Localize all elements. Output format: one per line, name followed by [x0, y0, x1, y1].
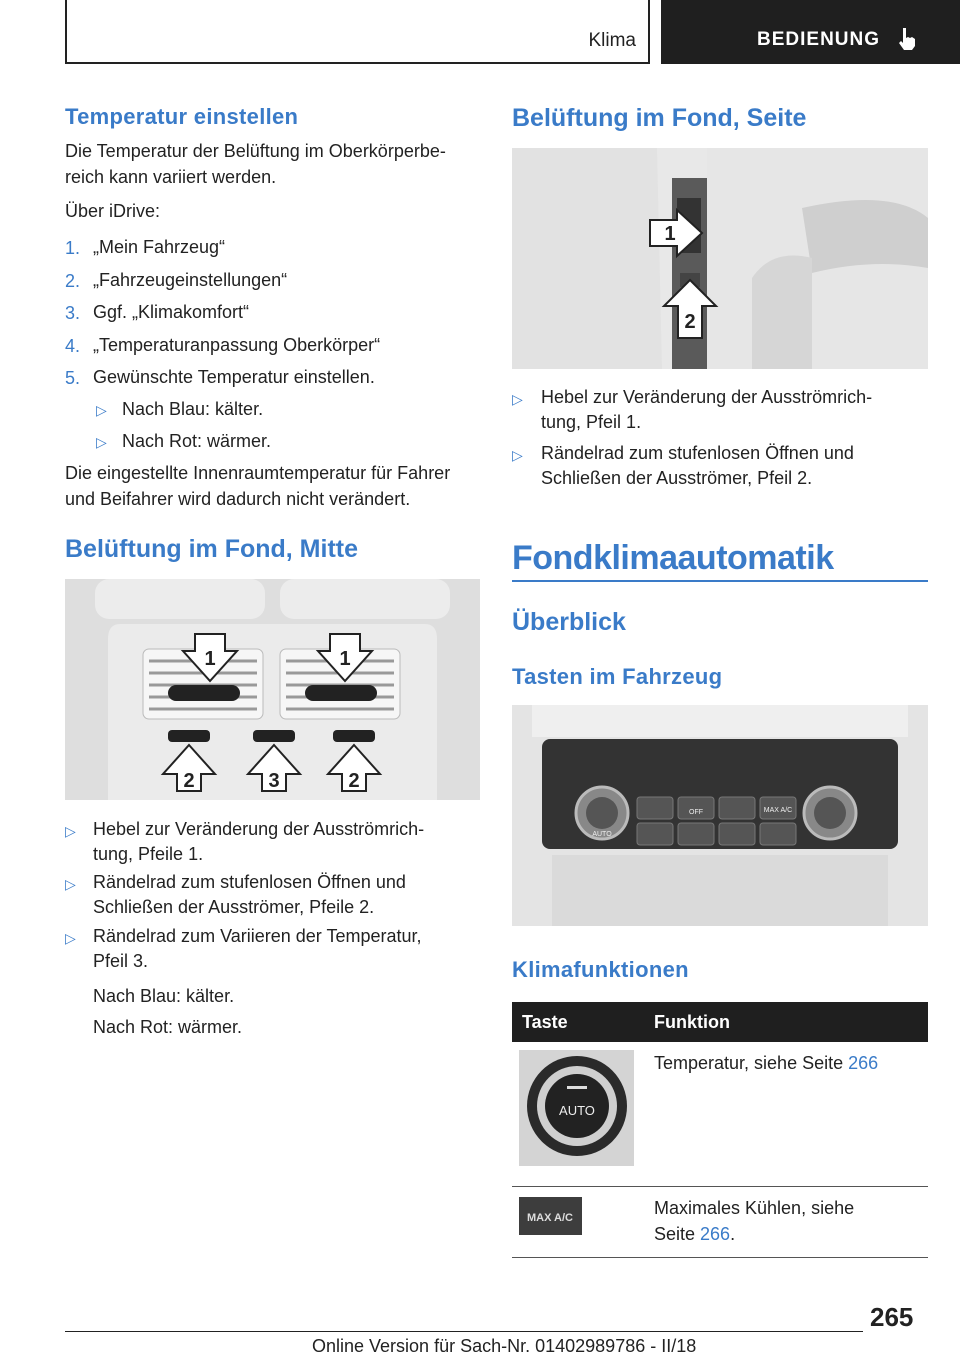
idrive-label: Über iDrive:: [65, 201, 161, 221]
rear-side-vent-image: [512, 148, 928, 369]
max-ac-button-icon: [519, 1197, 582, 1235]
mitte-bullet-line1: Hebel zur Veränderung der Ausströmrich-: [93, 819, 425, 839]
callout-label: 1: [339, 648, 351, 670]
control-panel-image: [512, 705, 928, 926]
auto-knob-label: AUTO: [559, 1103, 595, 1118]
temp-para-line1: Die Temperatur der Belüftung im Oberkörperbe-: [65, 141, 446, 161]
header-chapter-box: [661, 0, 960, 64]
rear-center-vents-illustration: [65, 579, 480, 800]
overview-heading: Überblick: [512, 608, 626, 636]
function-text: .: [730, 1224, 736, 1244]
mitte-bullet-line1: Rändelrad zum stufenlosen Öffnen und: [93, 872, 406, 892]
heading-rule: [512, 580, 928, 582]
temp-heading: Temperatur einstellen: [65, 104, 299, 129]
header-right-border: [648, 0, 650, 64]
callout-label: 2: [348, 770, 360, 792]
panel-auto-label: AUTO: [592, 831, 612, 838]
seite-bullet-line2: Schließen der Ausströmer, Pfeil 2.: [541, 468, 813, 488]
functions-heading: Klimafunktionen: [512, 957, 689, 982]
step-text: „Temperaturanpassung Oberkörper“: [93, 335, 381, 355]
page-link[interactable]: 266: [848, 1053, 879, 1073]
rear-side-vent-illustration: [512, 148, 928, 369]
mitte-bullet-line2: Schließen der Ausströmer, Pfeile 2.: [93, 897, 375, 917]
callout-label: 1: [664, 223, 676, 245]
substep-text: Nach Rot: wärmer.: [122, 431, 272, 451]
substep-text: Nach Blau: kälter.: [122, 399, 264, 419]
callout-label: 1: [204, 648, 216, 670]
mitte-extra-text: Nach Rot: wärmer.: [93, 1017, 243, 1037]
mitte-bullet-line1: Rändelrad zum Variieren der Temperatur,: [93, 926, 422, 946]
step-number: 2.: [65, 271, 81, 291]
bullet-triangle-icon: ▷: [96, 434, 107, 450]
header-chapter-title: BEDIENUNG: [757, 29, 881, 50]
table-cell-function: [644, 1187, 928, 1258]
hand-pointer-icon: [894, 26, 920, 52]
panel-maxac-label: MAX A/C: [763, 807, 793, 814]
page-link[interactable]: 266: [700, 1224, 731, 1244]
header-rule: [65, 62, 649, 64]
note-line2: und Beifahrer wird dadurch nicht verändert.: [65, 489, 411, 509]
step-number: 4.: [65, 336, 81, 356]
functions-table: [512, 1002, 928, 1258]
header-left-border: [65, 0, 67, 64]
online-version-text: Online Version für Sach-Nr. 01402989786 - II/18: [312, 1336, 697, 1356]
footer-rule: [65, 1331, 863, 1332]
panel-off-label: OFF: [689, 809, 703, 816]
step-number: 5.: [65, 368, 81, 388]
table-header-row: [512, 1002, 928, 1042]
control-panel-illustration: [512, 705, 928, 926]
note-line1: Die eingestellte Innenraumtemperatur für Fahrer: [65, 463, 451, 483]
step-number: 3.: [65, 303, 81, 323]
seite-heading: Belüftung im Fond, Seite: [512, 104, 807, 132]
table-cell-icon: [512, 1187, 644, 1258]
auto-knob-icon: [519, 1050, 634, 1166]
temp-para-line2: reich kann variiert werden.: [65, 167, 277, 187]
function-text: Maximales Kühlen, siehe: [654, 1198, 855, 1218]
step-text: Gewünschte Temperatur einstellen.: [93, 367, 375, 387]
table-cell-icon: [512, 1042, 644, 1187]
callout-label: 2: [684, 311, 696, 333]
mitte-bullet-line2: Pfeil 3.: [93, 951, 149, 971]
main-heading: Fondklimaautomatik: [512, 539, 834, 577]
table-header-function: Funktion: [644, 1002, 928, 1042]
step-text: Ggf. „Klimakomfort“: [93, 302, 250, 322]
mitte-extra-text: Nach Blau: kälter.: [93, 986, 235, 1006]
bullet-triangle-icon: ▷: [65, 876, 76, 892]
bullet-triangle-icon: ▷: [65, 930, 76, 946]
function-text: Temperatur, siehe Seite: [654, 1053, 849, 1073]
callout-label: 2: [183, 770, 195, 792]
step-text: „Fahrzeugeinstellungen“: [93, 270, 288, 290]
rear-center-vents-image: [65, 579, 480, 800]
table-row: [512, 1187, 928, 1258]
bullet-triangle-icon: ▷: [512, 447, 523, 463]
bullet-triangle-icon: ▷: [512, 391, 523, 407]
table-header-key: Taste: [512, 1002, 644, 1042]
table-cell-function: [644, 1042, 928, 1187]
table-row: [512, 1042, 928, 1187]
mitte-bullet-line2: tung, Pfeile 1.: [93, 844, 204, 864]
buttons-heading: Tasten im Fahrzeug: [512, 664, 723, 689]
bullet-triangle-icon: ▷: [65, 823, 76, 839]
seite-bullet-line1: Rändelrad zum stufenlosen Öffnen und: [541, 443, 854, 463]
max-ac-button-label: MAX A/C: [526, 1212, 574, 1224]
seite-bullet-line1: Hebel zur Veränderung der Ausströmrich-: [541, 387, 873, 407]
callout-label: 3: [268, 770, 280, 792]
mitte-heading: Belüftung im Fond, Mitte: [65, 535, 359, 563]
header-section-title: Klima: [588, 30, 636, 51]
bullet-triangle-icon: ▷: [96, 402, 107, 418]
page-number: 265: [870, 1302, 914, 1332]
seite-bullet-line2: tung, Pfeil 1.: [541, 412, 642, 432]
function-text: Seite: [654, 1224, 701, 1244]
step-number: 1.: [65, 238, 81, 258]
step-text: „Mein Fahrzeug“: [93, 237, 226, 257]
